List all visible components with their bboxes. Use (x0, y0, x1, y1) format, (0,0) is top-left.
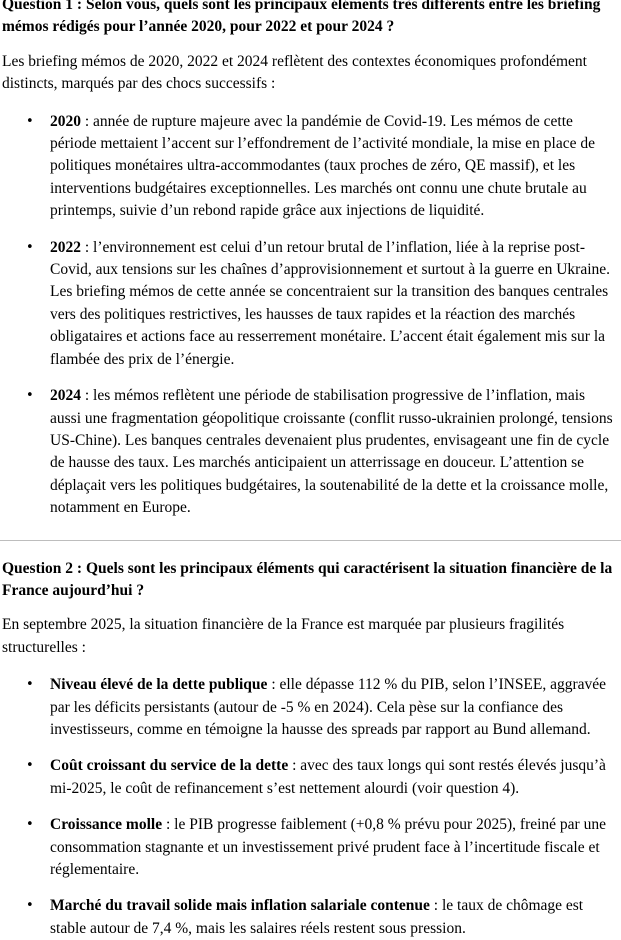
list-item-lead: Marché du travail solide mais inflation salariale contenue (50, 897, 430, 915)
list-item-dette-publique (50, 674, 615, 741)
list-item-marche-travail (50, 895, 615, 940)
question-2-list (2, 674, 615, 940)
list-item-lead: 2020 (50, 112, 81, 130)
list-item-2022 (50, 237, 615, 371)
list-item-lead: Coût croissant du service de la dette (50, 757, 289, 775)
list-item-text: : le taux de chômage est stable autour de 7,4 %, mais les salaires réels restent sous pression. (50, 897, 584, 937)
question-1-list (2, 111, 615, 520)
question-1-intro: Les briefing mémos de 2020, 2022 et 2024 reflètent des contextes économiques profondément distincts, marqués par des chocs successifs : (2, 52, 587, 93)
list-item-text: : elle dépasse 112 % du PIB, selon l’INSEE, aggravée par les déficits persistants (autour de -5 % en 2024). Cela pèse sur la confiance des investisseurs, comme en témoigne la hausse des spreads par rapport au Bund allemand. (50, 676, 607, 738)
list-item-lead: Croissance molle (50, 816, 163, 834)
list-item-lead: 2024 (50, 387, 81, 405)
list-item-service-dette (50, 755, 615, 800)
section-divider (0, 540, 621, 541)
list-item-text: : les mémos reflètent une période de stabilisation progressive de l’inflation, mais aussi une fragmentation géopolitique croissante (conflit russo-ukrainien prolongé, tensions US-Chine). Les banques centrales devenaient plus prudentes, envisageant une fin de cycle de hausse des taux. Les marchés anticipaient un atterrissage en douceur. L’attention se déplaçait vers les politiques budgétaires, la soutenabilité de la dette et la croissance molle, notamment en Europe. (50, 387, 613, 517)
question-2-intro: En septembre 2025, la situation financière de la France est marquée par plusieurs fragilités structurelles : (2, 616, 565, 656)
question-1-heading: Question 1 : Selon vous, quels sont les principaux éléments très différents entre les briefing mémos rédigés pour l’année 2020, pour 2022 et pour 2024 ? (2, 0, 601, 36)
question-2-heading: Question 2 : Quels sont les principaux éléments qui caractérisent la situation financière de la France aujourd’hui ? (2, 559, 613, 599)
list-item-lead: Niveau élevé de la dette publique (50, 676, 268, 694)
list-item-croissance-molle (50, 814, 615, 881)
list-item-text: : le PIB progresse faiblement (+0,8 % prévu pour 2025), freiné par une consommation stagnante et un investissement privé prudent face à l’incertitude fiscale et réglementaire. (50, 816, 606, 878)
list-item-2020 (50, 111, 615, 223)
list-item-text: : l’environnement est celui d’un retour brutal de l’inflation, liée à la reprise post-Covid, aux tensions sur les chaînes d’approvisionnement et surtout à la guerre en Ukraine. Les briefing mémos de cette année se concentraient sur la transition des banques centrales vers des politiques restrictives, les hausses de taux rapides et la réaction des marchés obligataires et actions face au resserrement monétaire. L’accent était également mis sur la flambée des prix de l’énergie. (50, 238, 611, 368)
list-item-2024 (50, 385, 615, 519)
list-item-text: : avec des taux longs qui sont restés élevés jusqu’à mi-2025, le coût de refinancement s’est nettement alourdi (voir question 4). (50, 757, 606, 797)
list-item-lead: 2022 (50, 238, 81, 256)
list-item-text: : année de rupture majeure avec la pandémie de Covid-19. Les mémos de cette période mettaient l’accent sur l’effondrement de l’activité mondiale, la mise en place de politiques monétaires ultra-accommodantes (taux proches de zéro, QE massif), et les interventions budgétaires exceptionnelles. Les marchés ont connu une chute brutale au printemps, suivie d’un rebond rapide grâce aux injections de liquidité. (50, 112, 595, 220)
